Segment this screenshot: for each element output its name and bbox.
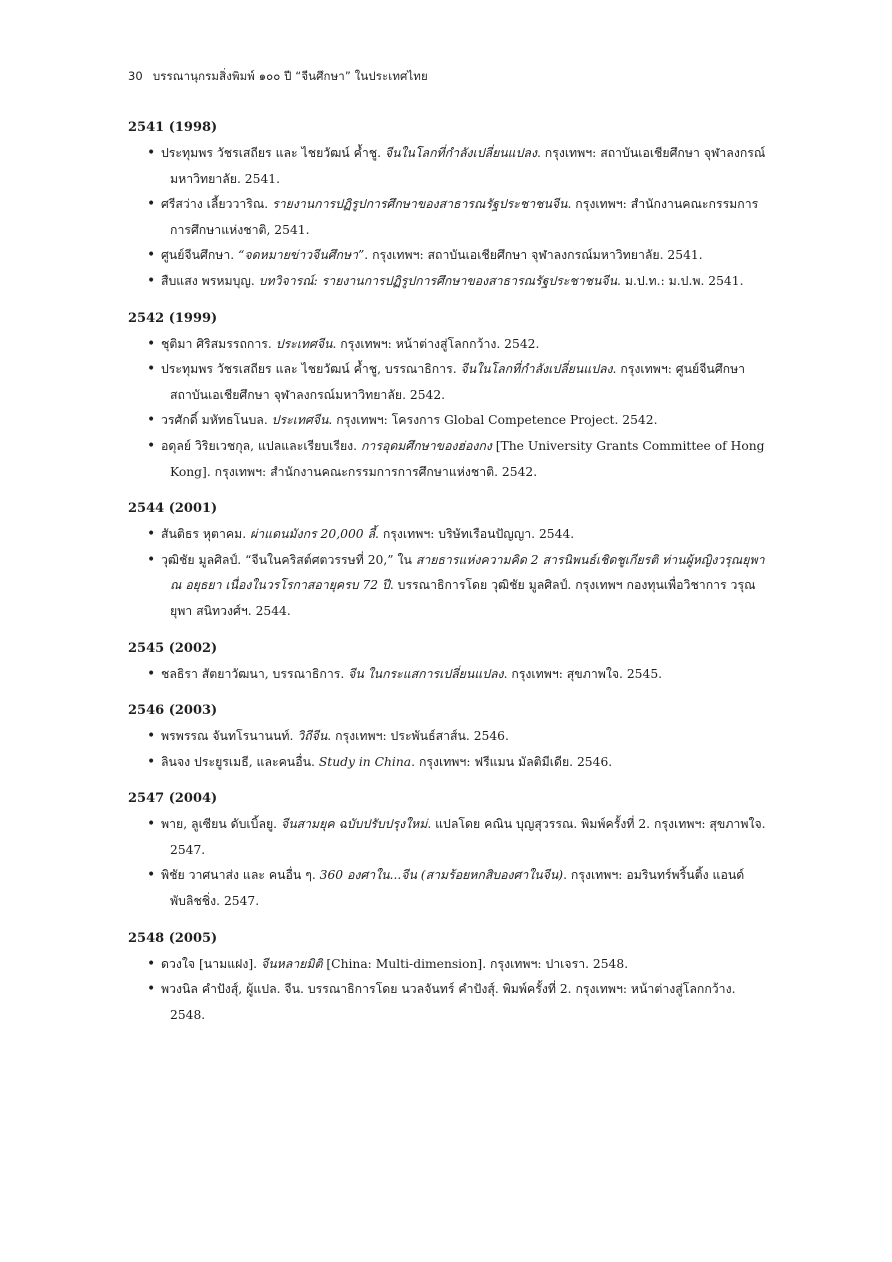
year-section xyxy=(128,790,768,914)
entry-text: ชุติมา ศิริสมรรถการ. xyxy=(161,336,276,351)
bibliography-entry xyxy=(128,952,768,978)
bibliography-entry xyxy=(128,434,768,485)
entry-text: . ม.ป.ท.: ม.ป.พ. 2541. xyxy=(617,273,744,288)
year-section xyxy=(128,500,768,624)
bullet-icon: • xyxy=(147,145,156,161)
page-number: 30 xyxy=(128,69,143,83)
entry-title: Study in China xyxy=(318,754,412,769)
bibliography-entry xyxy=(128,408,768,434)
entry-title: รายงานการปฏิรูปการศึกษาของสาธารณรัฐประชาชนจีน xyxy=(272,197,568,212)
bullet-icon: • xyxy=(147,247,156,264)
entry-title: ประเทศจีน xyxy=(275,336,333,351)
entry-text: ประทุมพร วัชรเสถียร และ ไชยวัฒน์ ค้ำชู, บรรณาธิการ. xyxy=(161,362,461,377)
bullet-icon: • xyxy=(147,272,156,289)
entry-title: วิถีจีน xyxy=(297,729,328,744)
bullet-icon: • xyxy=(147,955,156,972)
year-section xyxy=(128,640,768,688)
year-heading: 2548 (2005) xyxy=(128,930,218,946)
bullet-icon: • xyxy=(147,526,156,543)
bullet-icon: • xyxy=(147,551,156,568)
entry-text: พาย, ลูเซียน ดับเบิ้ลยู. xyxy=(161,817,281,832)
running-title: บรรณานุกรมสิ่งพิมพ์ ๑๐๐ ปี “จีนศึกษา” ในประเทศไทย xyxy=(152,69,428,83)
entry-text: ลินจง ประยูรเมธี, และคนอื่น. xyxy=(161,754,319,769)
year-section xyxy=(128,119,768,295)
year-heading: 2546 (2003) xyxy=(128,703,218,719)
year-section xyxy=(128,310,768,486)
bullet-icon: • xyxy=(147,361,156,378)
bibliography-content xyxy=(128,119,768,1043)
entry-title: 360 องศาใน...จีน (สามร้อยหกสิบองศาในจีน) xyxy=(319,868,564,883)
bullet-icon: • xyxy=(147,728,156,745)
entry-text: . กรุงเทพฯ: ฟรีแมน มัลติมีเดีย. 2546. xyxy=(411,754,613,769)
entry-text: . แปลโดย คณิน บุญสุวรรณ. พิมพ์ครั้งที่ 2. กรุงเทพฯ: สุขภาพใจ. 2547. xyxy=(170,817,766,857)
bullet-icon: • xyxy=(147,437,156,454)
bullet-icon: • xyxy=(147,981,156,998)
bibliography-entry xyxy=(128,812,768,863)
bibliography-entry xyxy=(128,192,768,243)
entry-title: สายธารแห่งความคิด 2 สารนิพนธ์เชิดชูเกียรติ ท่านผู้หญิงวรุณยุพา ณ อยุธยา เนื่องในวรโรกาสอายุครบ 72 ปี xyxy=(170,552,765,593)
entry-text: . กรุงเทพฯ: สถาบันเอเชียศึกษา จุฬาลงกรณ์มหาวิทยาลัย. 2541. xyxy=(170,146,766,186)
bibliography-entry xyxy=(128,662,768,688)
entry-text: . กรุงเทพฯ: ประพันธ์สาส์น. 2546. xyxy=(327,729,509,744)
entry-title: ผ่าแดนมังกร 20,000 ลี้ xyxy=(250,527,376,542)
bullet-icon: • xyxy=(147,412,156,429)
bullet-icon: • xyxy=(147,753,156,770)
bibliography-entry xyxy=(128,863,768,914)
entry-title: จีนในโลกที่กำลังเปลี่ยนแปลง xyxy=(460,362,613,377)
entry-text: ประทุมพร วัชรเสถียร และ ไชยวัฒน์ ค้ำชู. xyxy=(161,146,385,160)
entry-text: . กรุงเทพฯ: ศูนย์จีนศึกษา สถาบันเอเชียศึกษา จุฬาลงกรณ์มหาวิทยาลัย. 2542. xyxy=(170,362,746,402)
year-heading: 2541 (1998) xyxy=(128,120,218,135)
entry-title: จีน ในกระแสการเปลี่ยนแปลง xyxy=(348,666,504,681)
entry-text: วุฒิชัย มูลศิลป์. “จีนในคริสต์ศตวรรษที่ 20,” ใน xyxy=(161,552,416,567)
year-heading: 2544 (2001) xyxy=(128,501,218,517)
entry-text: [China: Multi-dimension]. กรุงเทพฯ: ปาเจรา. 2548. xyxy=(322,956,629,971)
bibliography-entry xyxy=(128,141,768,192)
bibliography-entry xyxy=(128,548,768,625)
entry-text: . กรุงเทพฯ: บริษัทเรือนปัญญา. 2544. xyxy=(375,527,575,542)
year-heading: 2547 (2004) xyxy=(128,791,218,807)
entry-text: พรพรรณ จันทโรนานนท์. xyxy=(161,729,298,744)
bibliography-entry xyxy=(128,724,768,750)
entry-text: ศูนย์จีนศึกษา. xyxy=(161,248,239,263)
entry-title: จีนในโลกที่กำลังเปลี่ยนแปลง xyxy=(384,146,537,160)
entry-text: ดวงใจ [นามแฝง]. xyxy=(161,956,261,971)
year-section xyxy=(128,702,768,775)
year-section xyxy=(128,930,768,1029)
entry-text: . กรุงเทพฯ: สุขภาพใจ. 2545. xyxy=(503,666,663,681)
bibliography-entry xyxy=(128,522,768,548)
entry-text: อดุลย์ วิริยเวชกุล, แปลและเรียบเรียง. xyxy=(161,438,361,453)
bullet-icon: • xyxy=(147,816,156,833)
entry-title: “จดหมายข่าวจีนศึกษา” xyxy=(238,248,365,263)
entry-title: บทวิจารณ์: รายงานการปฏิรูปการศึกษาของสาธารณรัฐประชาชนจีน xyxy=(258,273,618,288)
bullet-icon: • xyxy=(147,335,156,352)
entry-title: การอุดมศึกษาของฮ่องกง xyxy=(360,438,492,453)
entry-text: . กรุงเทพฯ: อมรินทร์พริ้นติ้ง แอนด์พับลิชชิ่ง. 2547. xyxy=(170,868,745,909)
running-header xyxy=(128,68,428,86)
entry-title: จีนหลายมิติ xyxy=(260,956,323,971)
entry-text: . กรุงเทพฯ: สำนักงานคณะกรรมการการศึกษาแห่งชาติ, 2541. xyxy=(170,197,759,237)
bibliography-entry xyxy=(128,357,768,408)
entry-text: . บรรณาธิการโดย วุฒิชัย มูลศิลป์. กรุงเทพฯ กองทุนเพื่อวิชาการ วรุณยุพา สนิทวงศ์ฯ. 2544. xyxy=(170,578,756,618)
entry-title: จีนสามยุค ฉบับปรับปรุงใหม่ xyxy=(281,817,428,832)
entry-text: วรศักดิ์ มหัทธโนบล. xyxy=(161,413,272,428)
entry-text: [The University Grants Committee of Hong Kong]. กรุงเทพฯ: สำนักงานคณะกรรมการการศึกษาแห่งชาติ. 2542. xyxy=(170,438,765,479)
year-heading: 2542 (1999) xyxy=(128,310,218,326)
entry-text: . กรุงเทพฯ: สถาบันเอเชียศึกษา จุฬาลงกรณ์มหาวิทยาลัย. 2541. xyxy=(364,248,703,263)
entry-title: ประเทศจีน xyxy=(271,413,329,428)
bibliography-entry xyxy=(128,269,768,295)
entry-text: . กรุงเทพฯ: โครงการ Global Competence Project. 2542. xyxy=(328,413,658,428)
bullet-icon: • xyxy=(147,196,156,213)
entry-text: สันติธร หุตาคม. xyxy=(161,527,251,542)
bibliography-entry xyxy=(128,243,768,269)
entry-text: สืบแสง พรหมบุญ. xyxy=(161,273,259,288)
entry-text: พิชัย วาศนาส่ง และ คนอื่น ๆ. xyxy=(161,868,320,883)
bibliography-entry xyxy=(128,977,768,1028)
bibliography-entry xyxy=(128,750,768,776)
year-heading: 2545 (2002) xyxy=(128,640,218,656)
entry-text: พวงนิล คำปังสุ์, ผู้แปล. จีน. บรรณาธิการโดย นวลจันทร์ คำปังสุ์. พิมพ์ครั้งที่ 2. กรุงเทพฯ: หน้าต่างสู่โลกกว้าง. 2548. xyxy=(161,982,736,1022)
bullet-icon: • xyxy=(147,867,156,884)
bullet-icon: • xyxy=(147,665,156,682)
entry-text: . กรุงเทพฯ: หน้าต่างสู่โลกกว้าง. 2542. xyxy=(332,336,540,351)
bibliography-entry xyxy=(128,332,768,358)
entry-text: ศรีสว่าง เลี้ยววาริณ. xyxy=(161,197,273,212)
entry-text: ชลธิรา สัตยาวัฒนา, บรรณาธิการ. xyxy=(161,666,349,681)
